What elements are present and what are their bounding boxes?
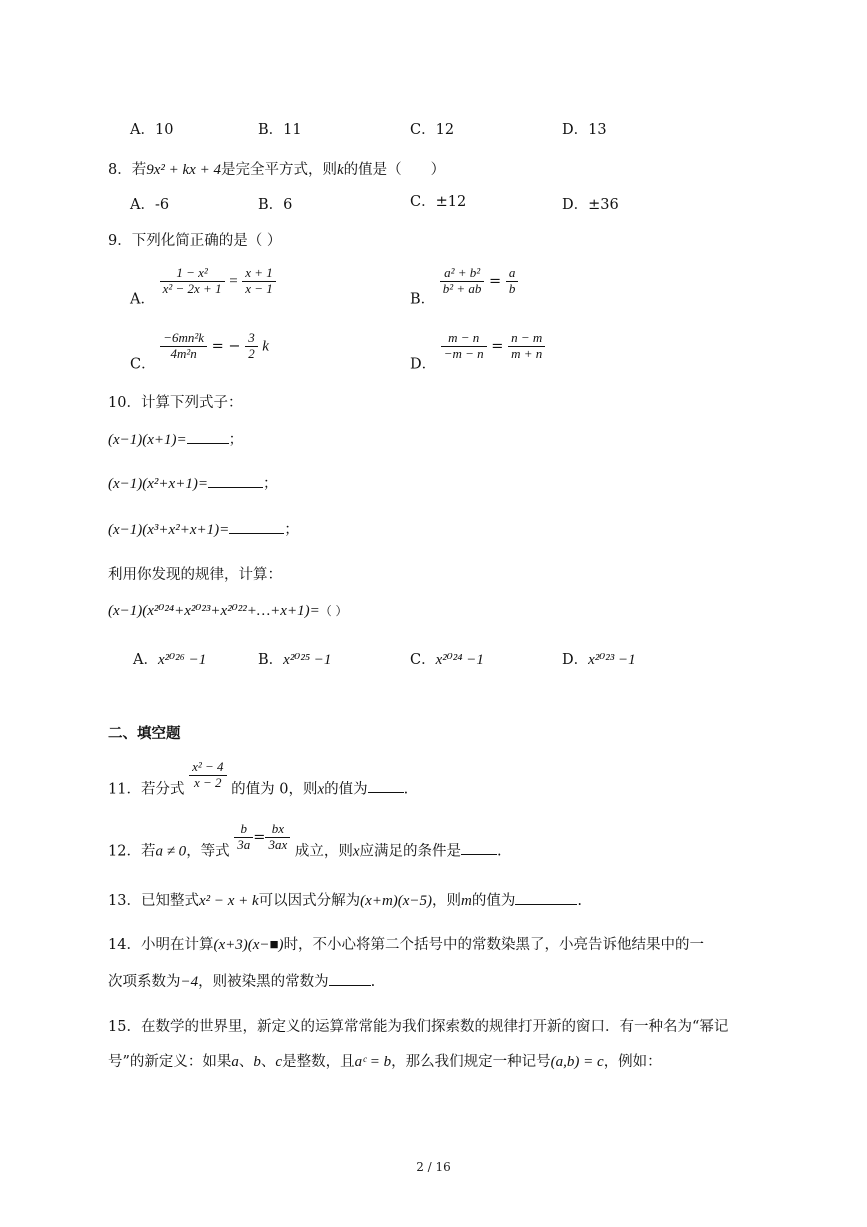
- question-15-line-1: 15．在数学的世界里，新定义的运算常常能为我们探索数的规律打开新的窗口．有一种名为“幂记: [108, 1019, 729, 1035]
- q11-fraction: $\frac{\text{x² − 4}}{x - 2}$: [189, 760, 226, 791]
- answer-blank: [208, 473, 263, 488]
- q9-b-rhs-fraction: $\frac{a}{b}$: [506, 266, 519, 297]
- answer-blank: [461, 840, 497, 855]
- answer-blank: [229, 519, 284, 534]
- q10-option-b: B．x²⁰²⁵ −1: [258, 652, 332, 668]
- q9-option-a: A． $\frac{\text{1 − x²}}{\text{x² − 2x + 1}}$ = $\frac{x + 1}{x - 1}$: [130, 266, 276, 308]
- q8-lead: 若: [131, 162, 147, 178]
- q9-c-lhs-fraction: $\frac{\text{−6mn²k}}{\text{4m²n}}$: [160, 331, 207, 362]
- q10-option-c: C．x²⁰²⁴ −1: [410, 652, 484, 668]
- q7-option-b: B．11: [258, 122, 302, 138]
- q9-d-rhs-fraction: $\frac{n - m}{m + n}$: [508, 331, 545, 362]
- q10-option-d: D．x²⁰²³ −1: [562, 652, 636, 668]
- q9-d-label: D．: [410, 356, 437, 373]
- q10-option-a: A．x²⁰²⁶ −1: [133, 652, 207, 668]
- q8-tail: 的值是（ ）: [343, 162, 446, 178]
- q7-option-d: D．13: [562, 122, 607, 138]
- q9-a-rhs-fraction: $\frac{x + 1}{x - 1}$: [242, 266, 276, 297]
- q9-stem: 9．下列化简正确的是（ ）: [108, 233, 282, 249]
- question-15-line-2: 号”的新定义：如果a、b、c是整数，且aᶜ = b，那么我们规定一种记号(a,b) = c，例如：: [108, 1054, 662, 1070]
- q8-option-d: D．±36: [562, 197, 619, 213]
- page-number: 2 / 16: [416, 1160, 451, 1174]
- q8-option-a: A．-6: [130, 197, 170, 213]
- q8-option-b: B．6: [258, 197, 293, 213]
- q12-fraction-right: $\frac{bx}{3ax}$: [265, 822, 290, 853]
- question-14-line-2: 次项系数为−4，则被染黑的常数为 .: [108, 970, 375, 991]
- q10-stem: 10．计算下列式子：: [108, 395, 243, 411]
- question-11: 11．若分式 $\frac{\text{x² − 4}}{x - 2}$ 的值为 0，则x的值为 .: [108, 759, 409, 798]
- q9-b-lhs-fraction: $\frac{\text{a² + b²}}{\text{b² + ab}}$: [440, 266, 485, 297]
- q9-a-label: A．: [130, 291, 155, 308]
- q8-mid: 是完全平方式，则: [220, 162, 337, 178]
- q8-number: 8．: [108, 162, 132, 178]
- q9-option-d: D． $\frac{m - n}{-m - n}$ = $\frac{n - m}{m + n}$: [410, 331, 545, 373]
- q9-d-lhs-fraction: $\frac{m - n}{-m - n}$: [441, 331, 487, 362]
- q7-option-a: A．10: [130, 122, 174, 138]
- q9-c-rhs-fraction: $\frac{3}{2}$: [245, 331, 258, 362]
- q10-rule: 利用你发现的规律，计算：: [108, 567, 282, 583]
- q9-a-lhs-fraction: $\frac{\text{1 − x²}}{\text{x² − 2x + 1}}$: [160, 266, 225, 297]
- q9-c-label: C．: [130, 356, 156, 373]
- q10-line-4: (x−1)(x²⁰²⁴+x²⁰²³+x²⁰²²+…+x+1)=（ ）: [108, 603, 348, 619]
- answer-blank: [368, 778, 404, 793]
- section-title-fill-in: 二、填空题: [108, 726, 181, 742]
- q8-var: k: [336, 162, 344, 178]
- question-12: 12．若a ≠ 0，等式 $\frac{b}{3a}$ = $\frac{bx}{3ax}$ 成立，则x应满足的条件是 .: [108, 821, 502, 860]
- question-8: [108, 158, 445, 179]
- answer-blank: [187, 429, 229, 444]
- question-14-line-1: 14．小明在计算(x+3)(x−■)时，不小心将第二个括号中的常数染黑了，小亮告诉他结果中的一: [108, 937, 705, 953]
- q10-line-3: (x−1)(x³+x²+x+1)= ；: [108, 518, 299, 539]
- q8-expression: 9x² + kx + 4: [146, 162, 221, 178]
- q9-b-label: B．: [410, 291, 436, 308]
- answer-blank: [329, 971, 371, 986]
- q12-fraction-left: $\frac{b}{3a}$: [234, 822, 253, 853]
- q10-line-1: (x−1)(x+1)= ；: [108, 428, 243, 449]
- question-13: 13．已知整式x² − x + k可以因式分解为(x+m)(x−5)，则m的值为 .: [108, 889, 582, 910]
- q9-option-c: C． $\frac{\text{−6mn²k}}{\text{4m²n}}$ = − $\frac{3}{2}$ k: [130, 330, 269, 373]
- q10-line-2: (x−1)(x²+x+1)= ；: [108, 472, 277, 493]
- q8-option-c: C．±12: [410, 194, 467, 210]
- answer-blank: [515, 890, 577, 905]
- q9-option-b: B． $\frac{\text{a² + b²}}{\text{b² + ab}}$ = $\frac{a}{b}$: [410, 266, 518, 308]
- q7-option-c: C．12: [410, 122, 455, 138]
